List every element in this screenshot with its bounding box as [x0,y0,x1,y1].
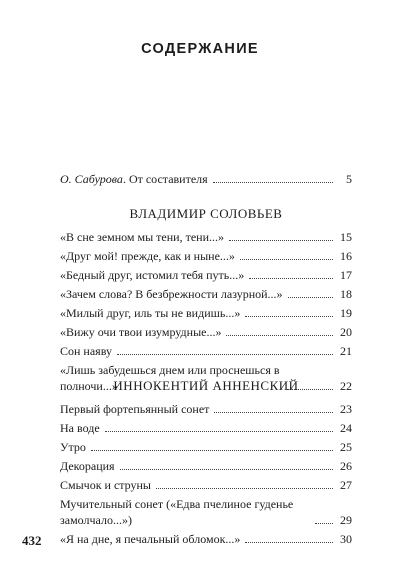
section-title-soloviev: ВЛАДИМИР СОЛОВЬЕВ [129,206,283,221]
toc-entry-page: 17 [340,268,352,282]
toc-entry [60,401,352,417]
toc-entry-title: Мучительный сонет («Едва пчелиное гуденье замолчало...») [60,497,294,527]
toc-entry [60,305,352,321]
toc-entry-title: «Вижу очи твои изумрудные...» [60,325,222,339]
dot-leader [117,353,333,355]
toc-entry [60,286,352,302]
dot-leader [229,239,333,241]
toc-entry [60,171,352,187]
toc-entry [60,229,352,245]
toc-entry [60,496,352,528]
toc-entry-title: Смычок и струны [60,478,151,492]
toc-entry [60,267,352,283]
dot-leader [240,258,333,260]
toc-entry-author: О. Сабурова [60,172,123,186]
toc-entry-title-text: . От составителя [122,172,208,186]
toc-entry-page: 16 [340,249,352,263]
dot-leader [245,315,333,317]
toc-entry [60,343,352,359]
toc-entry-page: 19 [340,306,352,320]
toc-entry-title: Сон наяву [60,344,112,358]
toc-entry [60,324,352,340]
dot-leader [91,449,333,451]
toc-entry-title: «Зачем слова? В безбрежности лазурной...» [60,287,283,301]
dot-leader [288,296,333,298]
dot-leader [245,541,333,543]
toc-entry [60,477,352,493]
toc-entry [60,420,352,436]
toc-entry-title: «Лишь забудешься днем или проснешься в полночи...» [60,363,280,393]
toc-entry-title: «Бедный друг, истомил тебя путь...» [60,268,245,282]
toc-entry-title: «Милый друг, иль ты не видишь...» [60,306,241,320]
toc-entry [60,458,352,474]
toc-entry-page: 20 [340,325,352,339]
dot-leader [315,522,333,524]
toc-entry-page: 18 [340,287,352,301]
toc-section-annensky [60,401,352,550]
dot-leader [249,277,333,279]
toc-entry-page: 23 [340,402,352,416]
toc-entry-page: 30 [340,532,352,546]
toc-entry-page: 27 [340,478,352,492]
toc-entry-page: 15 [340,230,352,244]
toc-entry-title: Первый фортепьянный сонет [60,402,210,416]
toc-entry-title: На воде [60,421,100,435]
toc-entry [60,439,352,455]
dot-leader [226,334,333,336]
dot-leader [213,181,333,183]
page-title: СОДЕРЖАНИЕ [141,41,259,57]
toc-entry-page: 29 [340,513,352,527]
toc-entry-title: «В сне земном мы тени, тени...» [60,230,225,244]
toc-entry [60,248,352,264]
toc-entry-title: «Друг мой! прежде, как и ныне...» [60,249,235,263]
toc-section-soloviev [60,229,352,397]
toc-entry-page: 25 [340,440,352,454]
page-number: 432 [22,533,42,548]
toc-entry [60,531,352,547]
toc-entry-page: 5 [346,172,352,186]
toc-entry-page: 26 [340,459,352,473]
section-title-annensky: ИННОКЕНТИЙ АННЕНСКИЙ [113,378,299,393]
toc-entry-title: Декорация [60,459,115,473]
dot-leader [214,411,333,413]
dot-leader [120,468,333,470]
dot-leader [156,487,333,489]
toc-entry-page: 24 [340,421,352,435]
dot-leader [105,430,333,432]
toc-entry-title: «Я на дне, я печальный обломок...» [60,532,241,546]
toc-entry-title [60,171,208,187]
toc-entry-page: 22 [340,379,352,393]
toc-entry-title: Утро [60,440,86,454]
toc-intro [60,171,352,190]
toc-entry-page: 21 [340,344,352,358]
